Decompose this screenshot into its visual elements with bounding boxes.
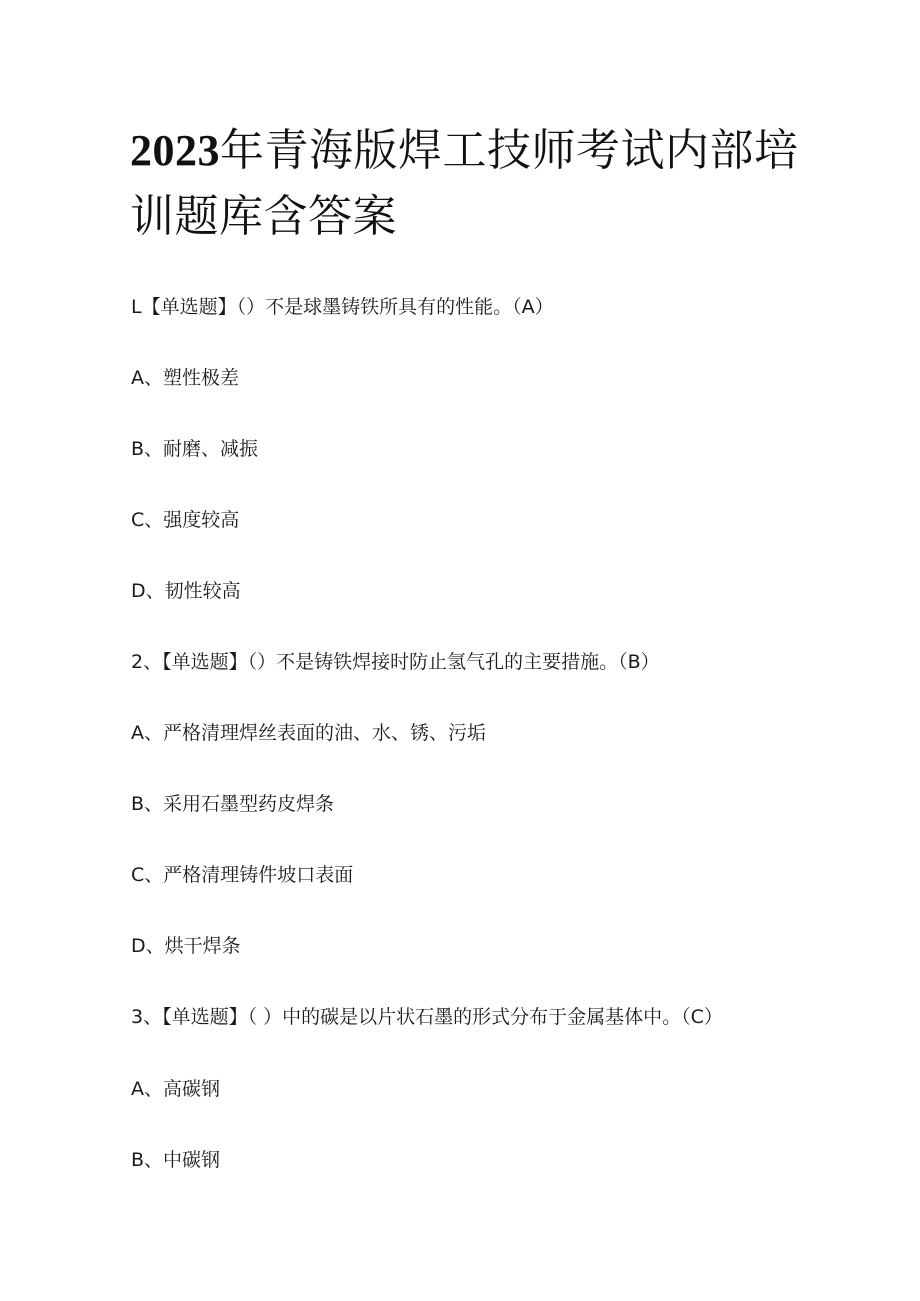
- question-2-option-b: B、采用石墨型药皮焊条: [131, 793, 335, 815]
- title-text: 年青海版焊工技师考试内部培训题库含答案: [130, 125, 799, 242]
- question-3-option-b: B、中碳钢: [131, 1149, 221, 1171]
- question-1-stem: L【单选题】（）不是球墨铸铁所具有的性能。（A）: [131, 296, 554, 318]
- question-1-option-b: B、耐磨、减振: [131, 438, 259, 460]
- question-2-option-c: C、严格清理铸件坡口表面: [131, 864, 354, 886]
- question-2-stem: 2、【单选题】（）不是铸铁焊接时防止氢气孔的主要措施。（B）: [131, 651, 660, 673]
- question-1-option-c: C、强度较高: [131, 509, 240, 531]
- question-2-option-d: D、烘干焊条: [131, 935, 241, 957]
- title-year: 2023: [130, 126, 220, 175]
- question-3-stem: 3、【单选题】（ ）中的碳是以片状石墨的形式分布于金属基体中。（C）: [131, 1006, 723, 1028]
- question-2-option-a: A、严格清理焊丝表面的油、水、锈、污垢: [131, 722, 486, 744]
- question-1-option-d: D、韧性较高: [131, 580, 241, 602]
- question-3-option-a: A、高碳钢: [131, 1078, 220, 1100]
- question-1-option-a: A、塑性极差: [131, 367, 239, 389]
- document-title: [130, 118, 810, 250]
